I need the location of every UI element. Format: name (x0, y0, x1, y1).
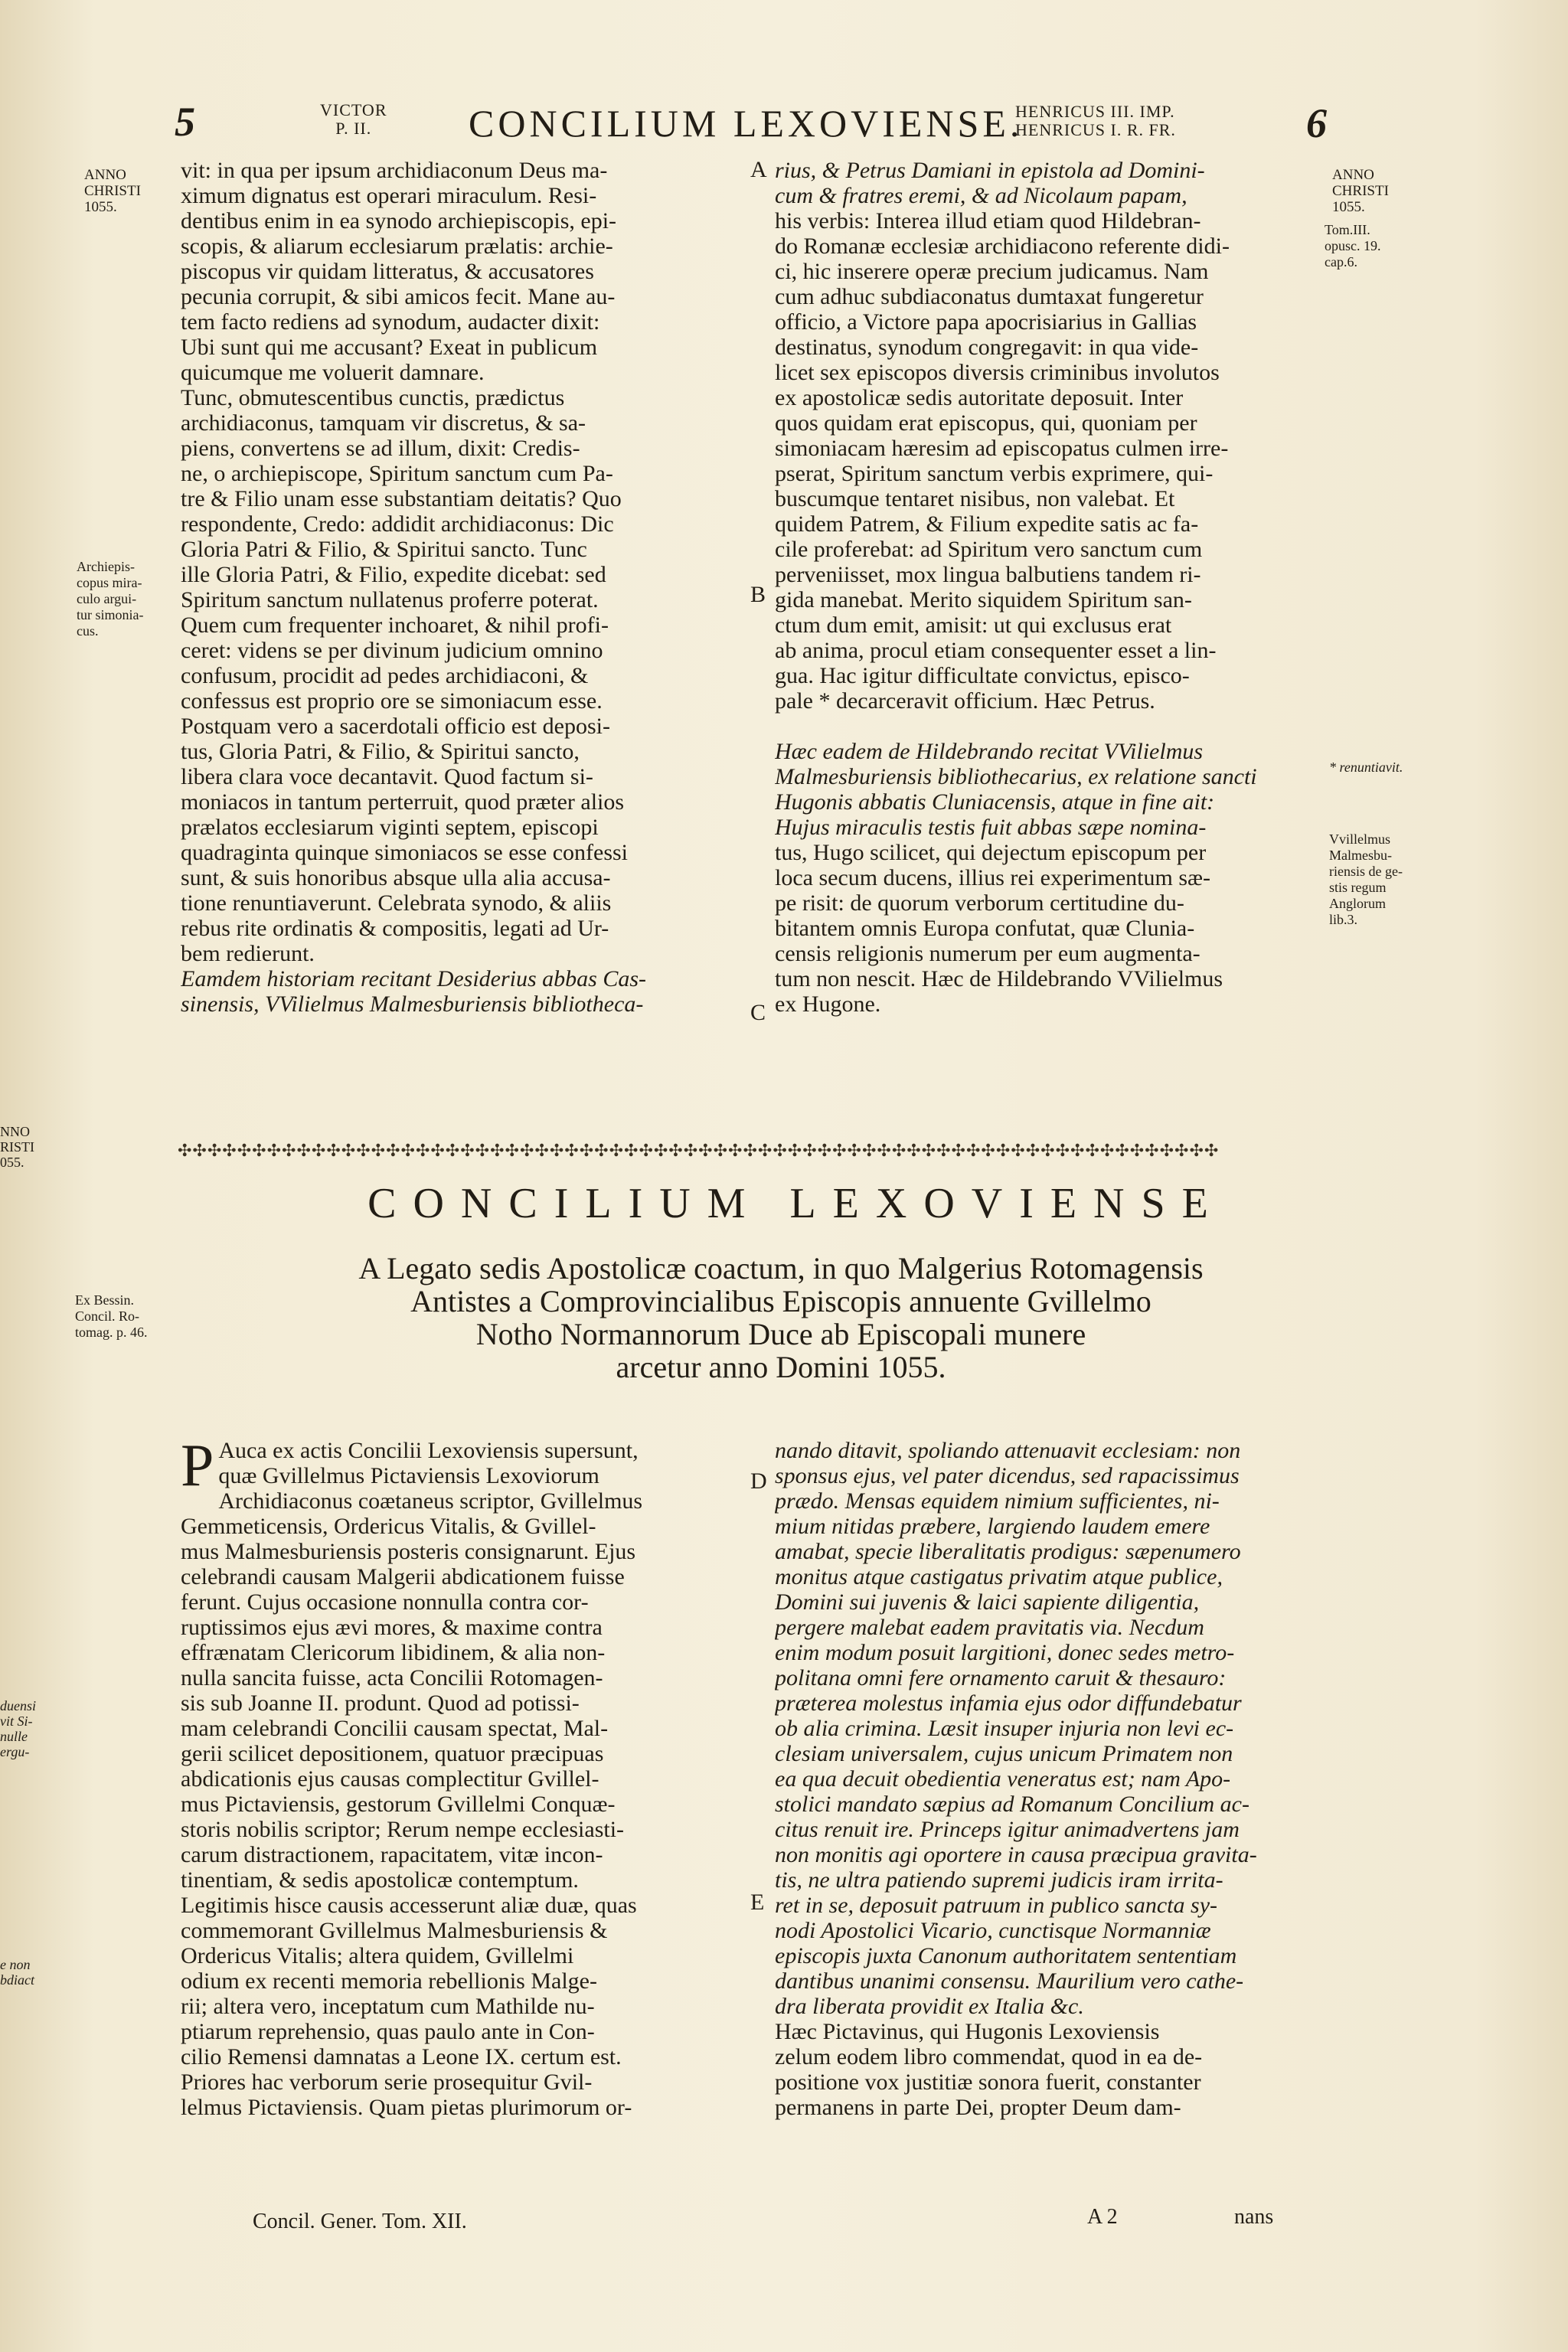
text-line: sunt, & suis honoribus absque ulla alia accusa- (181, 865, 611, 890)
text-line: Hæc Pictavinus, qui Hugonis Lexoviensis (775, 2019, 1160, 2044)
text-line: mium nitidas præbere, largiendo laudem emere (775, 1514, 1210, 1539)
text-line: odium ex recenti memoria rebellionis Malge- (181, 1968, 597, 1994)
margin-year-right: ANNO CHRISTI 1055. (1332, 167, 1389, 215)
text-line: pserat, Spiritum sanctum verbis exprimere, qui- (775, 461, 1214, 486)
text-line: ret in se, deposuit patruum in publico sancta sy- (775, 1893, 1217, 1918)
text-line: Gloria Patri & Filio, & Spiritui sancto. Tunc (181, 537, 587, 562)
top-column-left (181, 158, 738, 1017)
text-line: storis nobilis scriptor; Rerum nempe ecclesiasti- (181, 1817, 625, 1842)
text-line: cile proferebat: ad Spiritum vero sanctum cum (775, 537, 1203, 562)
text-line: scopis, & aliarum ecclesiarum prælatis: archie- (181, 234, 613, 259)
text-line: Gemmeticensis, Ordericus Vitalis, & Gvillel- (181, 1514, 596, 1539)
edge-year: NNO RISTI 055. (0, 1124, 34, 1170)
text-line: Auca ex actis Concilii Lexoviensis supersunt, (218, 1438, 639, 1463)
text-line: Ordericus Vitalis; altera quidem, Gvillelmi (181, 1943, 574, 1968)
text-line: ne, o archiepiscope, Spiritum sanctum cum Pa- (181, 461, 613, 486)
text-line: pale * decarceravit officium. Hæc Petrus. (775, 688, 1155, 714)
text-line: nando ditavit, spoliando attenuavit ecclesiam: non (775, 1438, 1241, 1463)
text-line: perveniisset, mox lingua balbutiens tandem ri- (775, 562, 1201, 587)
text-line: tione renuntiaverunt. Celebrata synodo, & aliis (181, 890, 612, 916)
text-line: simoniacam hæresim ad episcopatus culmen irre- (775, 436, 1229, 461)
text-line: moniacos in tantum perterruit, quod præter alios (181, 789, 625, 815)
section-letter-d: D (750, 1468, 767, 1494)
text-line: quadraginta quinque simoniacos se esse confessi (181, 840, 629, 865)
text-line: zelum eodem libro commendat, quod in ea de- (775, 2044, 1203, 2069)
text-line (775, 714, 1325, 739)
text-line: rebus rite ordinatis & compositis, legati ad Ur- (181, 916, 609, 941)
text-line: Ubi sunt qui me accusant? Exeat in publicum (181, 335, 598, 360)
text-line: rius, & Petrus Damiani in epistola ad Domini- (775, 158, 1205, 183)
text-line: citus renuit ire. Princeps igitur animadvertens jam (775, 1817, 1240, 1842)
left-running-head: VICTOR P. II. (320, 100, 387, 138)
bottom-column-right (775, 1438, 1325, 2120)
text-line: Archidiaconus coætaneus scriptor, Gvillelmus (218, 1488, 643, 1514)
text-line: gua. Hac igitur difficultate convictus, episco- (775, 663, 1190, 688)
text-line: abdicationis ejus causas complectitur Gvillel- (181, 1766, 599, 1792)
text-line: licet sex episcopos diversis criminibus involutos (775, 360, 1220, 385)
text-line: quicumque me voluerit damnare. (181, 360, 485, 385)
text-line: ximum dignatus est operari miraculum. Resi- (181, 183, 597, 208)
edge-fragment-2: e non bdiact (0, 1957, 34, 1988)
text-line: prælatos ecclesiarum viginti septem, episcopi (181, 815, 599, 840)
text-line: non monitis agi oportere in causa præcipua gravita- (775, 1842, 1257, 1867)
text-line: piens, convertens se ad illum, dixit: Credis- (181, 436, 580, 461)
text-line: politana omni fere ornamento caruit & thesauro: (775, 1665, 1227, 1690)
section-letter-b: B (750, 582, 766, 607)
text-line: tus, Hugo scilicet, qui dejectum episcopum per (775, 840, 1207, 865)
text-line: ille Gloria Patri, & Filio, expedite dicebat: sed (181, 562, 606, 587)
text-line: dentibus enim in ea synodo archiepiscopis, epi- (181, 208, 617, 234)
text-line: amabat, specie liberalitatis prodigus: sæpenumero (775, 1539, 1241, 1564)
text-line: carum distractionem, rapacitatem, vitæ incon- (181, 1842, 603, 1867)
footer-signature: A 2 (1087, 2205, 1118, 2229)
text-line: tinentiam, & sedis apostolicæ contemptum. (181, 1867, 579, 1893)
text-line: gerii scilicet depositionem, quatuor præcipuas (181, 1741, 604, 1766)
text-line: pecunia corrupit, & sibi amicos fecit. Mane au- (181, 284, 616, 309)
footer-volume: Concil. Gener. Tom. XII. (253, 2210, 467, 2233)
text-line: positione vox justitiæ sonora fuerit, constanter (775, 2069, 1201, 2095)
text-line: mus Malmesburiensis posteris consignarunt. Ejus (181, 1539, 636, 1564)
text-line: tis, ne ultra patiendo supremi judicis iram irrita- (775, 1867, 1223, 1893)
text-line: piscopus vir quidam litteratus, & accusatores (181, 259, 594, 284)
text-line: pe risit: de quorum verborum certitudine du- (775, 890, 1184, 916)
text-line: ctum dum emit, amisit: ut qui exclusus erat (775, 612, 1172, 638)
text-line: Domini sui juvenis & laici sapiente diligentia, (775, 1589, 1200, 1615)
text-line: archidiaconus, tamquam vir discretus, & sa- (181, 410, 586, 436)
section-letter-a: A (750, 157, 767, 182)
text-line: episcopis juxta Canonum authoritatem sententiam (775, 1943, 1237, 1968)
footer-catchword: nans (1234, 2205, 1274, 2229)
text-line: Eamdem historiam recitant Desiderius abbas Cas- (181, 966, 647, 991)
text-line: mam celebrandi Concilii causam spectat, Mal- (181, 1716, 609, 1741)
text-line: Quem cum frequenter inchoaret, & nihil profi- (181, 612, 609, 638)
text-line: Priores hac verborum serie prosequitur Gvil- (181, 2069, 593, 2095)
text-line: tus, Gloria Patri, & Filio, & Spiritui sancto, (181, 739, 580, 764)
text-line: confusum, procidit ad pedes archidiaconi, & (181, 663, 589, 688)
text-line: quæ Gvillelmus Pictaviensis Lexoviorum (218, 1463, 599, 1488)
right-running-head: HENRICUS III. IMP. HENRICUS I. R. FR. (1015, 102, 1176, 139)
left-page-number: 5 (175, 99, 195, 145)
text-line: ci, hic inserere operæ precium judicamus. Nam (775, 259, 1209, 284)
text-line: nodi Apostolici Vicario, cunctisque Normanniæ (775, 1918, 1211, 1943)
text-line: gida manebat. Merito siquidem Spiritum san- (775, 587, 1192, 612)
bottom-column-left (181, 1432, 738, 2120)
text-line: Malmesburiensis bibliothecarius, ex relatione sancti (775, 764, 1257, 789)
text-line: vit: in qua per ipsum archidiaconum Deus ma- (181, 158, 608, 183)
text-line: Legitimis hisce causis accesserunt aliæ duæ, quas (181, 1893, 637, 1918)
drop-cap: P (181, 1432, 214, 1498)
text-line: permanens in parte Dei, propter Deum dam- (775, 2095, 1181, 2120)
text-line: tem facto rediens ad synodum, audacter dixit: (181, 309, 600, 335)
text-line: pergere malebat eadem pravitatis via. Necdum (775, 1615, 1204, 1640)
section-letter-e: E (750, 1890, 765, 1915)
text-line: officio, a Victore papa apocrisiarius in Gallias (775, 309, 1197, 335)
text-line: prædo. Mensas equidem nimium sufficientes, ni- (775, 1488, 1220, 1514)
margin-footnote: * renuntiavit. (1329, 760, 1403, 775)
text-line: sinensis, VVilielmus Malmesburiensis bibliotheca- (181, 991, 644, 1017)
section-letter-c: C (750, 1000, 766, 1025)
text-line: commemorant Gvillelmus Malmesburiensis & (181, 1918, 608, 1943)
text-line: cum adhuc subdiaconatus dumtaxat fungeretur (775, 284, 1204, 309)
text-line: celebrandi causam Malgerii abdicationem fuisse (181, 1564, 625, 1589)
edge-fragment-1: duensi vit Si- nulle ergu- (0, 1698, 36, 1759)
ornament-rule: ✣✣✣✣✣✣✣✣✣✣✣✣✣✣✣✣✣✣✣✣✣✣✣✣✣✣✣✣✣✣✣✣✣✣✣✣✣✣✣✣✣✣✣✣✣✣✣✣✣✣✣✣✣✣✣✣✣✣✣✣✣✣✣✣✣✣✣✣✣✣ (178, 1141, 1220, 1160)
text-line: dantibus unanimi consensu. Maurilium vero cathe- (775, 1968, 1244, 1994)
text-line: ruptissimos ejus ævi mores, & maxime contra (181, 1615, 603, 1640)
text-line: quidem Patrem, & Filium expedite satis ac fa- (775, 511, 1199, 537)
text-line: ea qua decuit obedientia veneratus est; nam Apo- (775, 1766, 1231, 1792)
right-page-number: 6 (1306, 100, 1327, 146)
margin-source-right: Tom.III. opusc. 19. cap.6. (1325, 222, 1381, 270)
text-line: cilio Remensi damnatas a Leone IX. certum est. (181, 2044, 622, 2069)
text-line: mus Pictaviensis, gestorum Gvillelmi Conquæ- (181, 1792, 616, 1817)
text-line: loca secum ducens, illius rei experimentum sæ- (775, 865, 1211, 890)
page-title: CONCILIUM LEXOVIENSE. (469, 102, 1024, 145)
text-line: Spiritum sanctum nullatenus proferre poterat. (181, 587, 599, 612)
text-line: dra liberata providit ex Italia &c. (775, 1994, 1084, 2019)
top-column-right (775, 158, 1325, 1017)
text-line: ab anima, procul etiam consequenter esset a lin- (775, 638, 1217, 663)
text-line: enim modum posuit largitioni, donec sedes metro- (775, 1640, 1235, 1665)
margin-note-left: Archiepis- copus mira- culo argui- tur simonia- cus. (77, 559, 144, 639)
text-line: libera clara voce decantavit. Quod factum si- (181, 764, 593, 789)
text-line: sis sub Joanne II. produnt. Quod ad potissi- (181, 1690, 580, 1716)
text-line: tre & Filio unam esse substantiam deitatis? Quo (181, 486, 622, 511)
text-line: monitus atque castigatus privatim atque publice, (775, 1564, 1223, 1589)
text-line: ex apostolicæ sedis autoritate deposuit. Inter (775, 385, 1184, 410)
text-line: Hæc eadem de Hildebrando recitat VVilielmus (775, 739, 1204, 764)
text-line: tum non nescit. Hæc de Hildebrando VVilielmus (775, 966, 1223, 991)
text-line: ex Hugone. (775, 991, 881, 1017)
text-line: ceret: videns se per divinum judicium omnino (181, 638, 603, 663)
margin-year-left: ANNO CHRISTI 1055. (84, 167, 141, 215)
text-line: quos quidam erat episcopus, qui, quoniam per (775, 410, 1197, 436)
text-line: præterea molestus infamia ejus odor diffundebatur (775, 1690, 1242, 1716)
margin-source2-right: Vvillelmus Malmesbu- riensis de ge- stis regum Anglorum lib.3. (1329, 831, 1403, 927)
text-line: Tunc, obmutescentibus cunctis, prædictus (181, 385, 565, 410)
text-line: lelmus Pictaviensis. Quam pietas plurimorum or- (181, 2095, 632, 2120)
text-line: his verbis: Interea illud etiam quod Hildebran- (775, 208, 1201, 234)
section-subtitle: A Legato sedis Apostolicæ coactum, in quo Malgerius Rotomagensis Antistes a Comprovincialibus Episcopis annuente Gvillelmo Notho Normannorum Duce ab Episcopali munere arcetur anno Domini 1055. (358, 1251, 1204, 1384)
text-line: Hugonis abbatis Cluniacensis, atque in fine ait: (775, 789, 1215, 815)
text-line: confessus est proprio ore se simoniacum esse. (181, 688, 603, 714)
text-line: respondente, Credo: addidit archidiaconus: Dic (181, 511, 614, 537)
text-line: Hujus miraculis testis fuit abbas sæpe nomina- (775, 815, 1207, 840)
text-line: destinatus, synodum congregavit: in qua vide- (775, 335, 1199, 360)
text-line: bitantem omnis Europa confutat, quæ Clunia- (775, 916, 1195, 941)
margin-source-bessin: Ex Bessin. Concil. Ro- tomag. p. 46. (75, 1292, 148, 1340)
text-line: ptiarum reprehensio, quas paulo ante in Con- (181, 2019, 595, 2044)
text-line: bem redierunt. (181, 941, 315, 966)
text-line: buscumque tentaret nisibus, non valebat. Et (775, 486, 1175, 511)
text-line: ferunt. Cujus occasione nonnulla contra cor- (181, 1589, 589, 1615)
text-line: censis religionis numerum per eum augmenta- (775, 941, 1200, 966)
text-line: clesiam universalem, cujus unicum Primatem non (775, 1741, 1233, 1766)
text-line: cum & fratres eremi, & ad Nicolaum papam, (775, 183, 1187, 208)
section-title: CONCILIUM LEXOVIENSE (368, 1180, 1225, 1227)
text-line: effrænatam Clericorum libidinem, & alia non- (181, 1640, 606, 1665)
text-line: Postquam vero a sacerdotali officio est deposi- (181, 714, 610, 739)
text-line: ob alia crimina. Læsit insuper injuria non levi ec- (775, 1716, 1234, 1741)
text-line: stolici mandato sæpius ad Romanum Concilium ac- (775, 1792, 1250, 1817)
text-line: do Romanæ ecclesiæ archidiacono referente didi- (775, 234, 1230, 259)
text-line: nulla sancita fuisse, acta Concilii Rotomagen- (181, 1665, 603, 1690)
text-line: rii; altera vero, inceptatum cum Mathilde nu- (181, 1994, 595, 2019)
text-line: sponsus ejus, vel pater dicendus, sed rapacissimus (775, 1463, 1240, 1488)
